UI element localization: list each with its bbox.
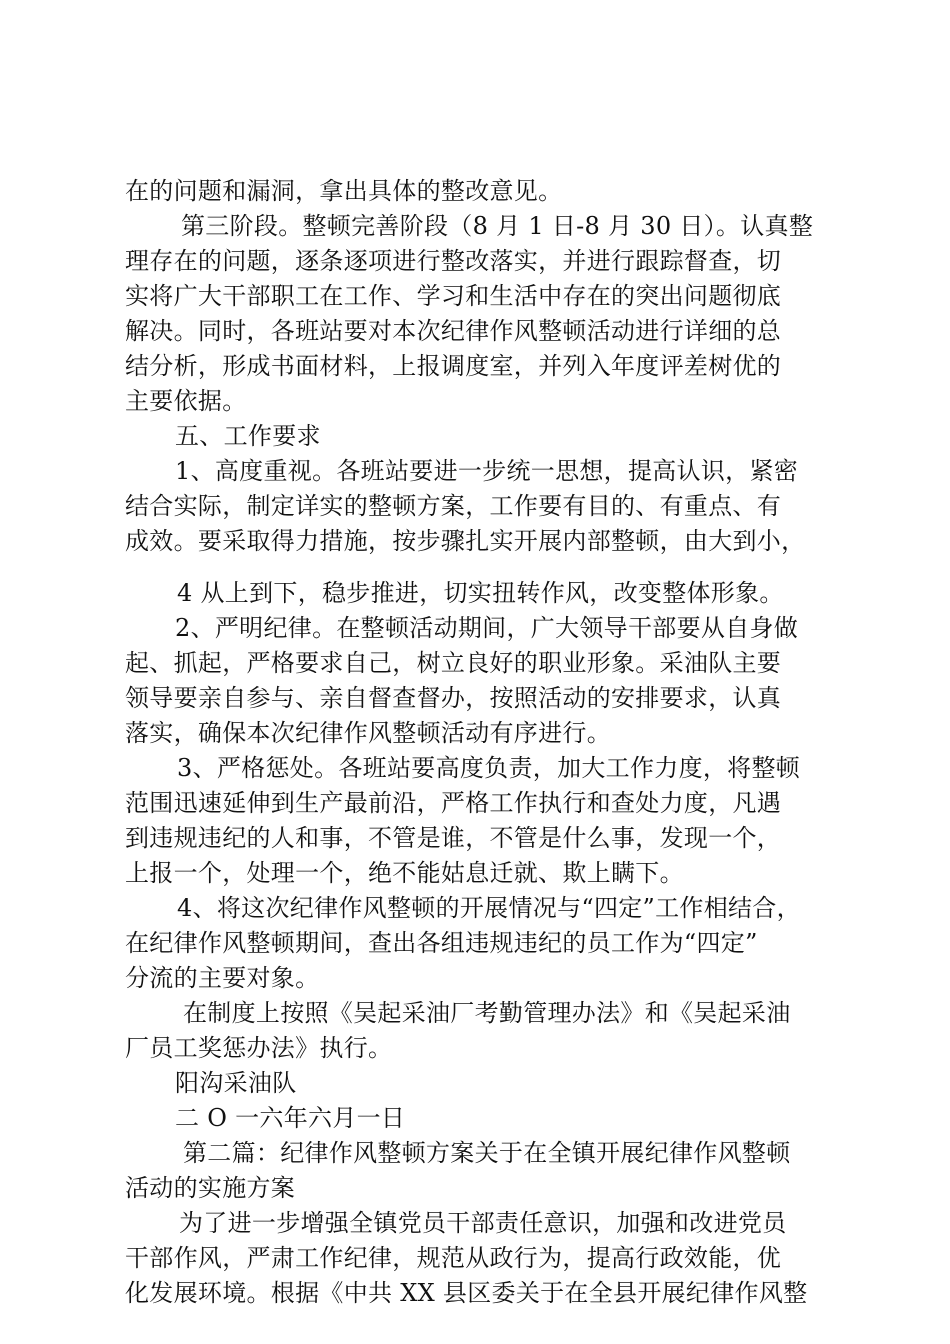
body-line: 1、高度重视。各班站要进一步统一思想，提高认识，紧密 [175,457,799,485]
body-line: 4 从上到下，稳步推进，切实扭转作风，改变整体形象。 [177,579,784,607]
body-line: 落实，确保本次纪律作风整顿活动有序进行。 [125,719,611,747]
body-line: 到违规违纪的人和事，不管是谁，不管是什么事，发现一个， [125,824,782,852]
body-line: 上报一个，处理一个，绝不能姑息迁就、欺上瞒下。 [125,859,684,887]
body-line: 实将广大干部职工在工作、学习和生活中存在的突出问题彻底 [125,282,782,310]
section-heading: 第二篇：纪律作风整顿方案关于在全镇开展纪律作风整顿 [183,1139,791,1167]
signature-org: 阳沟采油队 [175,1069,297,1097]
body-line: 起、抓起，严格要求自己，树立良好的职业形象。采油队主要 [125,649,782,677]
body-line: 领导要亲自参与、亲自督查督办，按照活动的安排要求，认真 [125,684,782,712]
body-line: 范围迅速延伸到生产最前沿，严格工作执行和查处力度，凡遇 [125,789,782,817]
body-line: 成效。要采取得力措施，按步骤扎实开展内部整顿，由大到小， [125,527,806,555]
body-line: 解决。同时，各班站要对本次纪律作风整顿活动进行详细的总 [125,317,782,345]
body-line: 分流的主要对象。 [125,964,320,992]
section-heading: 五、工作要求 [175,422,321,450]
body-line: 干部作风，严肃工作纪律，规范从政行为，提高行政效能，优 [125,1244,782,1272]
body-line: 化发展环境。根据《中共 XX 县区委关于在全县开展纪律作风整 [125,1279,808,1307]
body-line: 在制度上按照《吴起采油厂考勤管理办法》和《吴起采油 [183,999,791,1027]
body-line: 为了进一步增强全镇党员干部责任意识，加强和改进党员 [179,1209,787,1237]
body-line: 厂员工奖惩办法》执行。 [125,1034,393,1062]
body-line: 主要依据。 [125,387,247,415]
body-line: 2、严明纪律。在整顿活动期间，广大领导干部要从自身做 [175,614,799,642]
body-line: 理存在的问题，逐条逐项进行整改落实，并进行跟踪督查，切 [125,247,782,275]
body-line: 活动的实施方案 [125,1174,296,1202]
body-line: 3、严格惩处。各班站要高度负责，加大工作力度，将整顿 [177,754,801,782]
body-line: 在的问题和漏洞，拿出具体的整改意见。 [125,177,563,205]
body-line: 在纪律作风整顿期间，查出各组违规违纪的员工作为“四定” [125,929,758,957]
body-line: 结合实际，制定详实的整顿方案，工作要有目的、有重点、有 [125,492,782,520]
body-line: 4、将这次纪律作风整顿的开展情况与“四定”工作相结合， [177,894,801,922]
signature-date: 二 O 一六年六月一日 [175,1104,406,1132]
body-line: 第三阶段。整顿完善阶段（8 月 1 日-8 月 30 日）。认真整 [181,212,814,240]
body-line: 结分析，形成书面材料，上报调度室，并列入年度评差树优的 [125,352,782,380]
